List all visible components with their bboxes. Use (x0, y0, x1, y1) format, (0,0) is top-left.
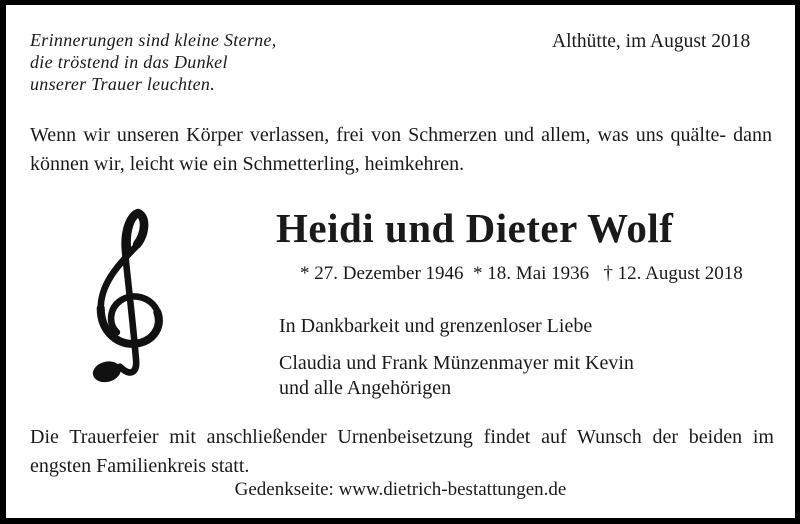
family-line-1: Claudia und Frank Münzenmayer mit Kevin (279, 352, 634, 374)
quote-line-2: die tröstend in das Dunkel (30, 52, 228, 72)
funeral-info: Die Trauerfeier mit anschließender Urnenbeisetzung findet auf Wunsch der beiden im engsten Familienkreis statt. (30, 426, 774, 477)
notice-card (6, 5, 795, 518)
treble-clef-icon (76, 203, 178, 395)
memorial-quote (30, 29, 277, 95)
gratitude-line: In Dankbarkeit und grenzenloser Liebe (279, 315, 593, 337)
memorial-site-line: Gedenkseite: www.dietrich-bestattungen.de (234, 479, 567, 500)
quote-line-1: Erinnerungen sind kleine Sterne, (30, 30, 277, 50)
quote-line-3: unserer Trauer leuchten. (30, 74, 216, 94)
place-dateline: Althütte, im August 2018 (552, 31, 751, 52)
deceased-names: Heidi und Dieter Wolf (276, 205, 674, 251)
intro-text: Wenn wir unseren Körper verlassen, frei von Schmerzen und allem, was uns quälte- dann können wir, leicht wie ein Schmetterling, heimkehren. (30, 124, 772, 175)
mourning-family (279, 351, 634, 401)
family-line-2: und alle Angehörigen (279, 377, 452, 399)
life-dates: * 27. Dezember 1946 * 18. Mai 1936 † 12. August 2018 (300, 263, 743, 284)
